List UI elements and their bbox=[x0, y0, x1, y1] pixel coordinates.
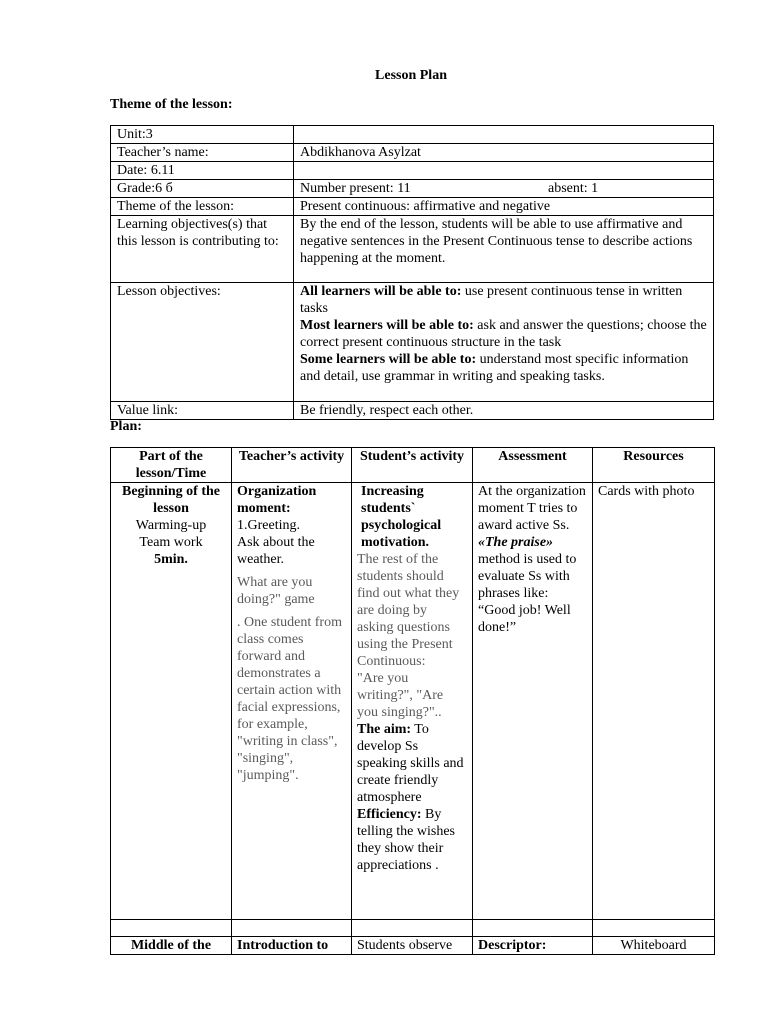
unit-value-cell bbox=[294, 126, 714, 144]
warming-up: Warming-up bbox=[135, 518, 207, 533]
students-observe-cell: Students observe bbox=[352, 937, 473, 955]
date-cell: Date: 6.11 bbox=[111, 162, 294, 180]
time-5min: 5min. bbox=[154, 552, 188, 567]
header-student-activity: Student’s activity bbox=[352, 448, 473, 483]
plan-table bbox=[110, 447, 715, 955]
attendance-cell bbox=[294, 180, 714, 198]
middle-part-cell: Middle of the bbox=[111, 937, 232, 955]
student-activity-cell bbox=[352, 483, 473, 920]
team-work: Team work bbox=[139, 535, 203, 550]
empty-cell-4 bbox=[473, 920, 593, 937]
learning-objectives-label: Learning objectives(s) that this lesson is contributing to: bbox=[111, 216, 294, 283]
ask-weather: Ask about the weather. bbox=[237, 535, 315, 567]
header-teacher-activity: Teacher’s activity bbox=[232, 448, 352, 483]
student-examples: "Are you writing?", "Are you singing?".. bbox=[357, 671, 444, 720]
teacher-name-label: Teacher’s name: bbox=[111, 144, 294, 162]
theme-value-cell: Present continuous: affirmative and negative bbox=[294, 198, 714, 216]
descriptor-cell: Descriptor: bbox=[473, 937, 593, 955]
beginning-title: Beginning of the lesson bbox=[121, 484, 220, 516]
most-learners-label: Most learners will be able to: bbox=[300, 318, 474, 333]
learning-objectives-value: By the end of the lesson, students will be able to use affirmative and negative sentences in the Present Continuous tense to describe actions happening at the moment. bbox=[294, 216, 714, 283]
grade-cell: Grade:6 б bbox=[111, 180, 294, 198]
student-description: The rest of the students should find out what they are doing by asking questions using the Present Continuous: bbox=[357, 552, 460, 669]
some-learners-text: understand most specific information and detail, use grammar in writing and speaking tasks. bbox=[300, 352, 689, 384]
theme-label-cell: Theme of the lesson: bbox=[111, 198, 294, 216]
lesson-objectives-label bbox=[111, 283, 294, 402]
whiteboard-cell: Whiteboard bbox=[593, 937, 715, 955]
beginning-part-cell bbox=[111, 483, 232, 920]
lesson-info-table bbox=[110, 125, 714, 420]
efficiency-label: Efficiency: bbox=[357, 807, 422, 822]
header-part-time: Part of the lesson/Time bbox=[111, 448, 232, 483]
header-assessment: Assessment bbox=[473, 448, 593, 483]
aim-label: The aim: bbox=[357, 722, 412, 737]
efficiency-text: By telling the wishes they show their appreciations . bbox=[357, 807, 455, 873]
number-present: Number present: 11 bbox=[300, 181, 411, 196]
assessment-text-1: At the organization moment T tries to award active Ss. bbox=[478, 484, 586, 533]
game-title: What are you doing?" game bbox=[237, 575, 315, 607]
empty-cell-3 bbox=[352, 920, 473, 937]
greeting: 1.Greeting. bbox=[237, 518, 300, 533]
theme-heading: Theme of the lesson: bbox=[110, 97, 233, 112]
empty-cell-2 bbox=[232, 920, 352, 937]
assessment-text-2: method is used to evaluate Ss with phrases like: “Good job! Well done!” bbox=[478, 552, 577, 635]
unit-cell: Unit:3 bbox=[111, 126, 294, 144]
organization-moment: Organization moment: bbox=[237, 484, 317, 516]
resources-cell: Cards with photo bbox=[593, 483, 715, 920]
all-learners-text: use present continuous tense in written tasks bbox=[300, 284, 683, 316]
motivation-heading: Increasing students` psychological motivation. bbox=[361, 484, 442, 550]
page-title: Lesson Plan bbox=[375, 68, 447, 83]
praise-method: «The praise» bbox=[478, 535, 554, 550]
most-learners-text: ask and answer the questions; choose the correct present continuous structure in the task bbox=[300, 318, 707, 350]
empty-cell-1 bbox=[111, 920, 232, 937]
value-link-value: Be friendly, respect each other. bbox=[294, 402, 714, 420]
absent-count: absent: 1 bbox=[548, 181, 599, 196]
assessment-cell bbox=[473, 483, 593, 920]
game-description: . One student from class comes forward and demonstrates a certain action with facial expressions, for example, "writing in class", "singing", "jumping". bbox=[237, 615, 342, 783]
teacher-name-value: Abdikhanova Asylzat bbox=[294, 144, 714, 162]
teacher-activity-cell bbox=[232, 483, 352, 920]
all-learners-label: All learners will be able to: bbox=[300, 284, 462, 299]
empty-cell-5 bbox=[593, 920, 715, 937]
value-link-label: Value link: bbox=[111, 402, 294, 420]
plan-label: Plan: bbox=[110, 419, 142, 434]
date-value-cell bbox=[294, 162, 714, 180]
some-learners-label: Some learners will be able to: bbox=[300, 352, 477, 367]
lesson-objectives-label-text: Lesson objectives: bbox=[117, 284, 221, 299]
lesson-objectives-value bbox=[294, 283, 714, 402]
introduction-cell: Introduction to bbox=[232, 937, 352, 955]
aim-text: To develop Ss speaking skills and create friendly atmosphere bbox=[357, 722, 464, 805]
header-resources: Resources bbox=[593, 448, 715, 483]
